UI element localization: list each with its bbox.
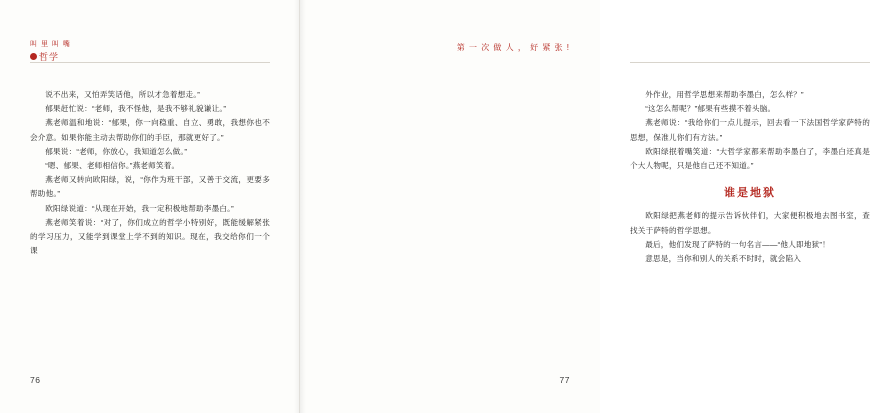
body-text-right <box>630 88 870 266</box>
paragraph: “嗯、郁果、老师相信你。”燕老师笑着。 <box>45 161 180 171</box>
paragraph: “这怎么帮呢？”郁果有些摸不着头脑。 <box>645 104 776 114</box>
paragraph: 欧阳绿说道：“从现在开始，我一定积极地帮助李墨白。” <box>45 203 234 213</box>
paragraph: 意思是，当你和别人的关系不时时，就会陷入 <box>645 254 802 264</box>
paragraph: 说不出来，又怕弄笑话他，所以才急着想走。” <box>45 90 200 99</box>
running-head-left <box>30 40 150 63</box>
paragraph: 燕老师又转向欧阳绿，说，“你作为班干部，又善于交流，更要多帮助他。” <box>30 175 270 199</box>
page-number-left: 76 <box>30 375 41 385</box>
paragraph: 燕老师温和地说：“郁果，你一向稳重、自立、勇敢，我想你也不会介意。如果你能主动去帮助你们的手臣，那就更好了。” <box>30 118 270 142</box>
running-head-left-line2-text: 哲学 <box>39 52 60 62</box>
paragraph: 燕老师说：“我给你们一点儿提示，回去看一下法国哲学家萨特的思想，保准儿你们有方法。” <box>630 118 870 142</box>
page-left <box>0 0 300 413</box>
paragraph: 郁果赶忙说：“老师，我不怪他，是我不够礼貌谦让。” <box>45 104 227 114</box>
paragraph: 欧阳绿把燕老师的提示告诉伙伴们，大家便积极地去图书室，查找关于萨特的哲学思想。 <box>630 211 870 235</box>
page-number-right: 77 <box>559 375 570 385</box>
paragraph: 欧阳绿抿着嘴笑道：“大哲学家都来帮助李墨白了，李墨白还真是个大人物呢，只是他自己还不知道。” <box>630 146 870 171</box>
section-heading: 谁是地狱 <box>724 187 776 200</box>
page-right <box>300 0 870 413</box>
paragraph: 最后，他们发现了萨特的一句名言——“他人即地狱”！ <box>645 239 830 249</box>
running-head-right: 第 一 次 做 人 ， 好 紧 张 ! <box>456 43 570 52</box>
running-head-left-line1: 叫 里 叫 嘴 <box>30 41 71 48</box>
header-rule-right <box>630 62 870 63</box>
body-text-left <box>30 88 270 258</box>
paragraph: 郁果说：“老师，你放心，我知道怎么做。” <box>45 146 188 156</box>
paragraph: 燕老师笑着说：“对了，你们成立的哲学小特别好，既能缓解紧张的学习压力，又能学到课堂上学不到的知识。现在，我交给你们一个课 <box>30 217 270 256</box>
paragraph: 外作业，用哲学思想来帮助李墨白，怎么样？” <box>645 90 804 99</box>
bullet-dot-icon <box>30 53 37 60</box>
header-rule-left <box>30 62 270 63</box>
